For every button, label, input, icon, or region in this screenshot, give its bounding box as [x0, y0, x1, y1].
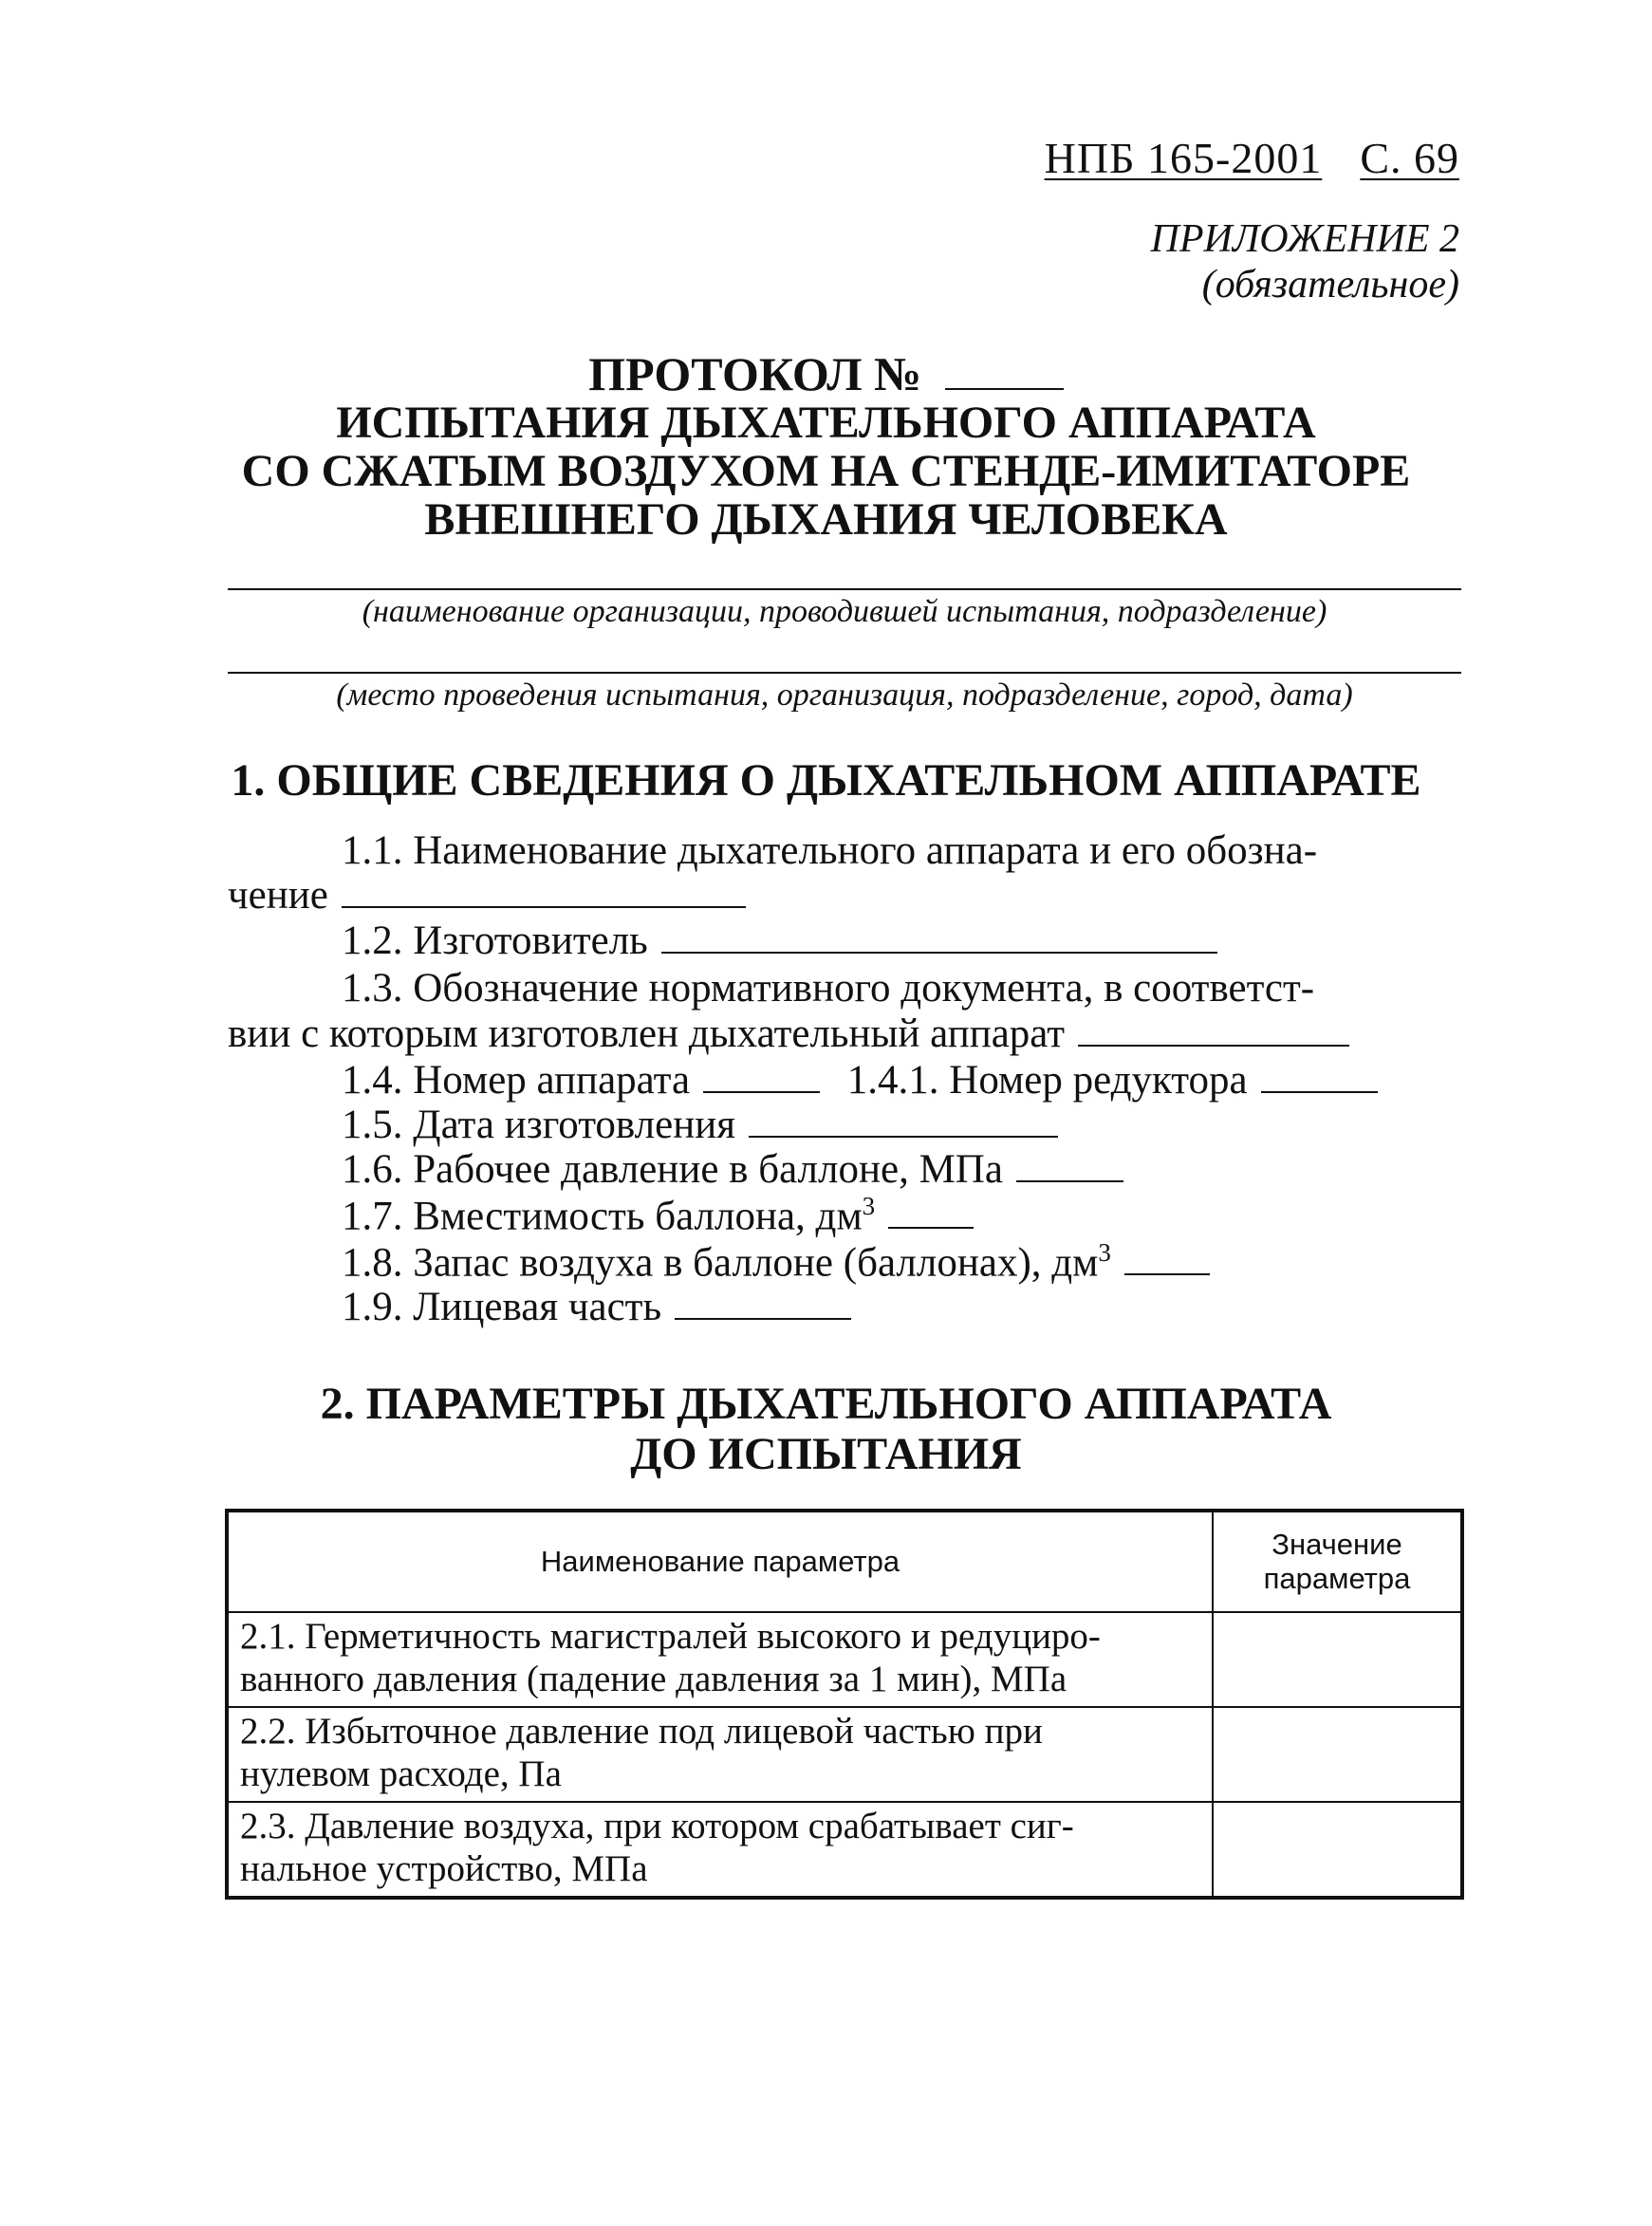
- organization-fill-line[interactable]: [228, 588, 1461, 590]
- name-fill-line[interactable]: [342, 878, 746, 908]
- item-1-4-1: 1.4.1. Номер редуктора: [846, 1058, 1248, 1103]
- item-1-1-line1: 1.1. Наименование дыхательного аппарата и его обозна-: [342, 828, 1318, 873]
- place-caption: (место проведения испытания, организация, подразделение, город, дата): [336, 677, 1353, 713]
- section-2-heading-line1: 2. ПАРАМЕТРЫ ДЫХАТЕЛЬНОГО АППАРАТА: [320, 1379, 1332, 1429]
- face-piece-fill-line[interactable]: [675, 1289, 851, 1320]
- item-1-6: 1.6. Рабочее давление в баллоне, МПа: [342, 1146, 1123, 1193]
- table-header-row: [227, 1511, 1462, 1612]
- standard-fill-line[interactable]: [1078, 1016, 1349, 1047]
- column-header-value: Значение параметра: [1213, 1511, 1462, 1612]
- parameter-value-cell[interactable]: [1213, 1707, 1462, 1802]
- appendix-title: ПРИЛОЖЕНИЕ 2: [1150, 217, 1459, 261]
- item-1-4: 1.4. Номер аппарата 1.4.1. Номер редуктора: [342, 1057, 1378, 1104]
- table-row: [227, 1802, 1462, 1898]
- item-1-5: 1.5. Дата изготовления: [342, 1102, 1058, 1148]
- item-1-3-line2: вии с которым изготовлен дыхательный аппарат: [228, 1011, 1349, 1057]
- doc-code: НПБ 165-2001: [1044, 134, 1323, 182]
- manufacturer-fill-line[interactable]: [661, 923, 1217, 954]
- item-1-7: 1.7. Вместимость баллона, $дм^3$: [342, 1192, 974, 1239]
- date-fill-line[interactable]: [749, 1107, 1058, 1138]
- organization-caption: (наименование организации, проводившей испытания, подразделение): [362, 594, 1327, 629]
- title-line-2: СО СЖАТЫМ ВОЗДУХОМ НА СТЕНДЕ-ИМИТАТОРЕ: [241, 446, 1411, 496]
- table-row: [227, 1612, 1462, 1707]
- table-row: [227, 1707, 1462, 1802]
- column-header-name: Наименование параметра: [227, 1511, 1213, 1612]
- pressure-fill-line[interactable]: [1016, 1152, 1123, 1182]
- page-header: [1045, 133, 1459, 183]
- parameter-value-cell[interactable]: [1213, 1612, 1462, 1707]
- title-line-1: ИСПЫТАНИЯ ДЫХАТЕЛЬНОГО АППАРАТА: [336, 398, 1316, 448]
- item-1-1-line2: чение: [228, 872, 746, 918]
- item-1-8: 1.8. Запас воздуха в баллоне (баллонах), $дм^3$: [342, 1238, 1210, 1286]
- place-fill-line[interactable]: [228, 672, 1461, 674]
- protocol-heading: [0, 346, 1652, 401]
- air-supply-fill-line[interactable]: [1124, 1245, 1210, 1275]
- appendix-label: [1151, 216, 1459, 307]
- protocol-number-blank[interactable]: [945, 352, 1064, 390]
- protocol-label: ПРОТОКОЛ №: [588, 347, 922, 400]
- protocol-title: [0, 399, 1652, 544]
- item-1-3-line1: 1.3. Обозначение нормативного документа, в соответст-: [342, 966, 1315, 1011]
- parameter-value-cell[interactable]: [1213, 1802, 1462, 1898]
- parameter-name-cell: 2.3. Давление воздуха, при котором срабатывает сиг- нальное устройство, МПа: [227, 1802, 1213, 1898]
- appendix-note: (обязательное): [1201, 263, 1459, 306]
- parameter-name-cell: 2.2. Избыточное давление под лицевой частью при нулевом расходе, Па: [227, 1707, 1213, 1802]
- section-1-heading: 1. ОБЩИЕ СВЕДЕНИЯ О ДЫХАТЕЛЬНОМ АППАРАТЕ: [231, 755, 1421, 806]
- title-line-3: ВНЕШНЕГО ДЫХАНИЯ ЧЕЛОВЕКА: [424, 494, 1228, 545]
- parameter-name-cell: 2.1. Герметичность магистралей высокого и редуциро- ванного давления (падение давления за 1 мин), МПа: [227, 1612, 1213, 1707]
- reducer-number-fill-line[interactable]: [1261, 1063, 1378, 1093]
- section-2-heading-line2: ДО ИСПЫТАНИЯ: [630, 1429, 1022, 1479]
- capacity-fill-line[interactable]: [888, 1198, 974, 1229]
- parameters-table: [225, 1509, 1464, 1900]
- apparatus-number-fill-line[interactable]: [703, 1063, 820, 1093]
- item-1-9: 1.9. Лицевая часть: [342, 1284, 851, 1330]
- item-1-2: 1.2. Изготовитель: [342, 918, 1217, 964]
- page-number: С. 69: [1360, 134, 1459, 182]
